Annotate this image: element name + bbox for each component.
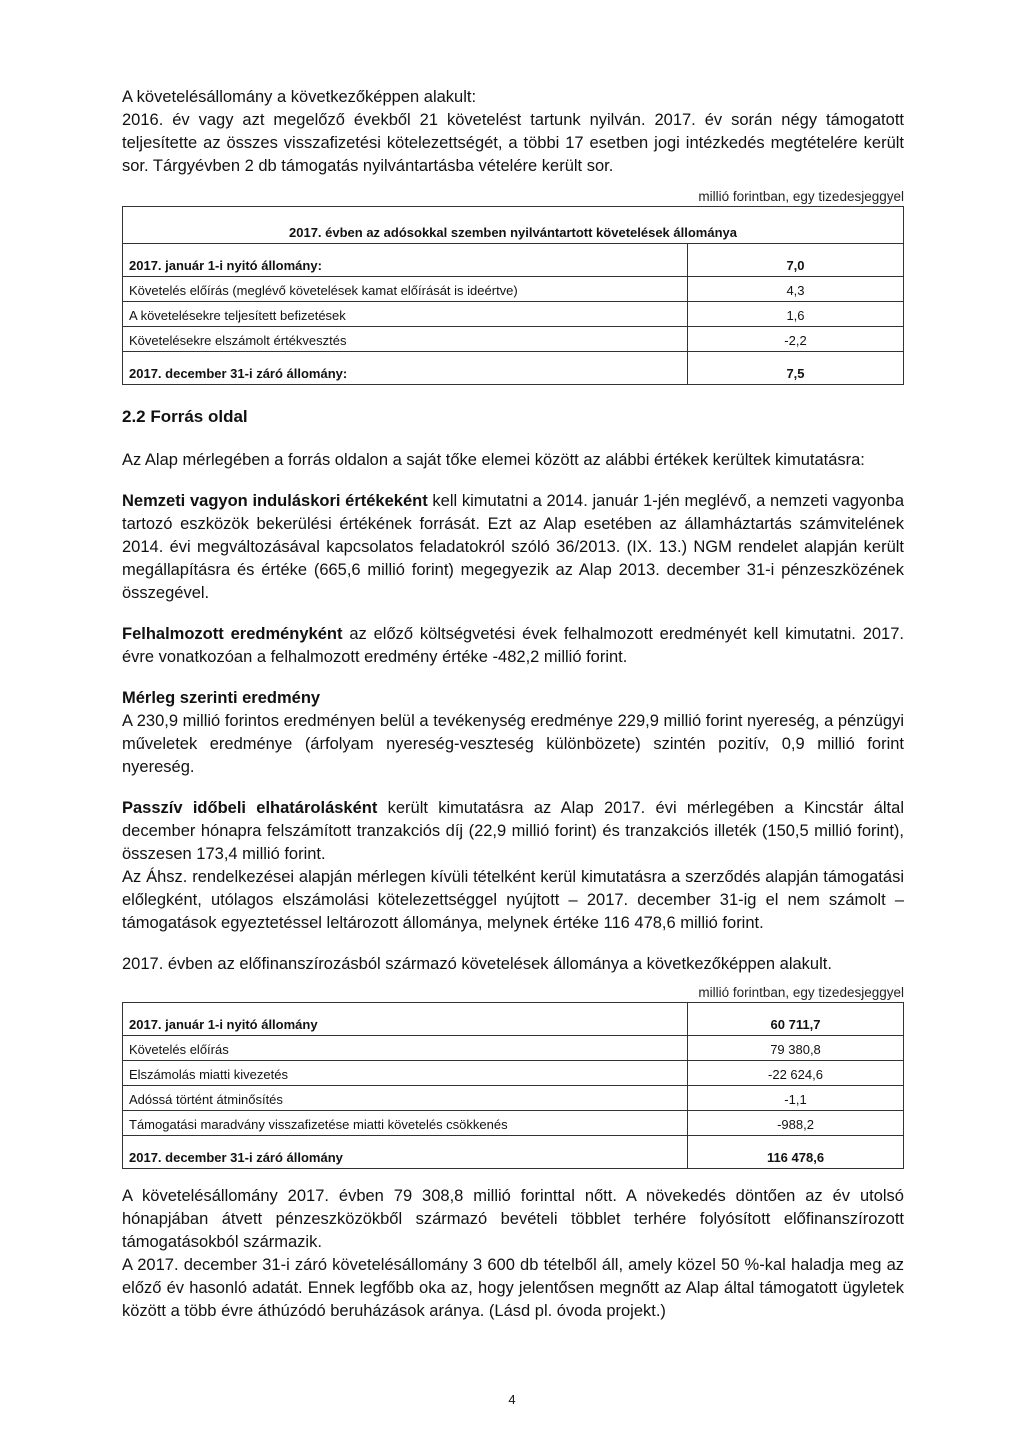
table-cell-label: 2017. január 1-i nyitó állomány (123, 1003, 688, 1036)
document-page (122, 86, 904, 1323)
table-cell-value: -22 624,6 (688, 1061, 904, 1086)
section-heading: 2.2 Forrás oldal (122, 407, 248, 426)
section-paragraph-1: Az Alap mérlegében a forrás oldalon a saját tőke elemei között az alábbi értékek kerültek kimutatásra: (122, 451, 865, 469)
table-cell-value: 60 711,7 (688, 1003, 904, 1036)
table-cell-label: Követelésekre elszámolt értékvesztés (123, 327, 688, 352)
section-paragraph-6: Az Áhsz. rendelkezései alapján mérlegen kívüli tételként kerül kimutatásra a szerződés alapján támogatási előlegként, utólagos elszámolási kötelezettséggel nyújtott – 2017. december 31-ig el nem számolt – támogatások egyeztetéssel leltározott állománya, melynek értéke 116 478,6 millió forint. (122, 868, 904, 932)
table-row (123, 1111, 904, 1136)
closing-paragraph-2: A 2017. december 31-i záró követelésállomány 3 600 db tételből áll, amely közel 50 %-kal haladja meg az előző év hasonló adatát. Ennek legfőbb oka az, hogy jelentősen megnőtt az Alap által támogatott ügyletek között a több évre áthúzódó beruházások aránya. (Lásd pl. óvoda projekt.) (122, 1256, 904, 1320)
table-row (123, 1061, 904, 1086)
table-cell-value: -2,2 (688, 327, 904, 352)
paragraph-text: kell kimutatni a 2014. január 1-jén meglévő, a nemzeti vagyonba tartozó eszközök bekerülési értékének forrását. Ezt az Alap esetében az államháztartás számvitelének 2014. évi megváltozásával kapcsolatos feladatokról szóló 36/2013. (IX. 13.) NGM rendelet alapján került megállapításra és értéke (665,6 millió forint) megegyezik az Alap 2013. december 31-i pénzeszközének összegével. (122, 492, 905, 602)
table-cell-value: 1,6 (688, 302, 904, 327)
paragraph-text: az előző költségvetési évek felhalmozott eredményét kell kimutatni. 2017. évre vonatkozóan a felhalmozott eredmény értéke -482,2 millió forint. (122, 625, 904, 666)
table-cell-value: -1,1 (688, 1086, 904, 1111)
intro-heading: A követelésállomány a következőképpen alakult: (122, 88, 477, 106)
bold-term: Passzív időbeli elhatárolásként (122, 799, 378, 817)
table-cell-value: 4,3 (688, 277, 904, 302)
table-row (123, 277, 904, 302)
bold-term: Felhalmozott eredményként (122, 625, 343, 643)
table-cell-value: 7,0 (688, 244, 904, 277)
table-cell-label: 2017. december 31-i záró állomány: (123, 352, 688, 385)
table-row (123, 302, 904, 327)
table1-title: 2017. évben az adósokkal szemben nyilvántartott követelések állománya (123, 207, 904, 244)
table-row (123, 352, 904, 385)
table-row (123, 1086, 904, 1111)
table1-unit: millió forintban, egy tizedesjeggyel (698, 189, 904, 204)
table-cell-label: Támogatási maradvány visszafizetése miatti követelés csökkenés (123, 1111, 688, 1136)
section-subheading: Mérleg szerinti eredmény (122, 689, 321, 707)
table-row (123, 244, 904, 277)
section-paragraph-2 (122, 490, 904, 605)
receivables-table (122, 206, 904, 385)
paragraph-text: került kimutatásra az Alap 2017. évi mérlegében a Kincstár által december hónapra felszámított tranzakciós díj (22,9 millió forint) és tranzakciós illeték (150,5 millió forint), összesen 173,4 millió forint. (122, 799, 904, 863)
table2-unit: millió forintban, egy tizedesjeggyel (698, 985, 904, 1000)
table-cell-label: Követelés előírás (meglévő követelések kamat előírását is ideértve) (123, 277, 688, 302)
table-cell-label: A követelésekre teljesített befizetések (123, 302, 688, 327)
table1-title-row (123, 207, 904, 244)
table-row (123, 1136, 904, 1169)
prefinancing-table (122, 1002, 904, 1169)
table-cell-label: Adóssá történt átminősítés (123, 1086, 688, 1111)
table-cell-value: 7,5 (688, 352, 904, 385)
table-row (123, 327, 904, 352)
section-paragraph-7: 2017. évben az előfinanszírozásból származó követelések állománya a következőképpen alakult. (122, 955, 832, 973)
table-cell-label: 2017. január 1-i nyitó állomány: (123, 244, 688, 277)
bold-term: Nemzeti vagyon induláskori értékeként (122, 492, 428, 510)
section-paragraph-3 (122, 623, 904, 669)
table-cell-label: 2017. december 31-i záró állomány (123, 1136, 688, 1169)
section-paragraph-4: A 230,9 millió forintos eredményen belül a tevékenység eredménye 229,9 millió forint nyereség, a pénzügyi műveletek eredménye (árfolyam nyereség-veszteség különbözete) szintén pozitív, 0,9 millió forint nyereség. (122, 712, 904, 776)
table-cell-label: Elszámolás miatti kivezetés (123, 1061, 688, 1086)
table-cell-value: 116 478,6 (688, 1136, 904, 1169)
table-cell-label: Követelés előírás (123, 1036, 688, 1061)
table-row (123, 1036, 904, 1061)
table-cell-value: 79 380,8 (688, 1036, 904, 1061)
intro-paragraph: 2016. év vagy azt megelőző évekből 21 követelést tartunk nyilván. 2017. év során négy támogatott teljesítette az összes visszafizetési kötelezettségét, a többi 17 esetben jogi intézkedés megtételére került sor. Tárgyévben 2 db támogatás nyilvántartásba vételére került sor. (122, 111, 904, 175)
page-number: 4 (508, 1392, 516, 1407)
closing-paragraph-1: A követelésállomány 2017. évben 79 308,8 millió forinttal nőtt. A növekedés döntően az év utolsó hónapjában átvett pénzeszközökből származó bevételi többlet terhére folyósított előfinanszírozott támogatásokból származik. (122, 1187, 904, 1251)
table-row (123, 1003, 904, 1036)
section-paragraph-5 (122, 797, 904, 866)
table-cell-value: -988,2 (688, 1111, 904, 1136)
